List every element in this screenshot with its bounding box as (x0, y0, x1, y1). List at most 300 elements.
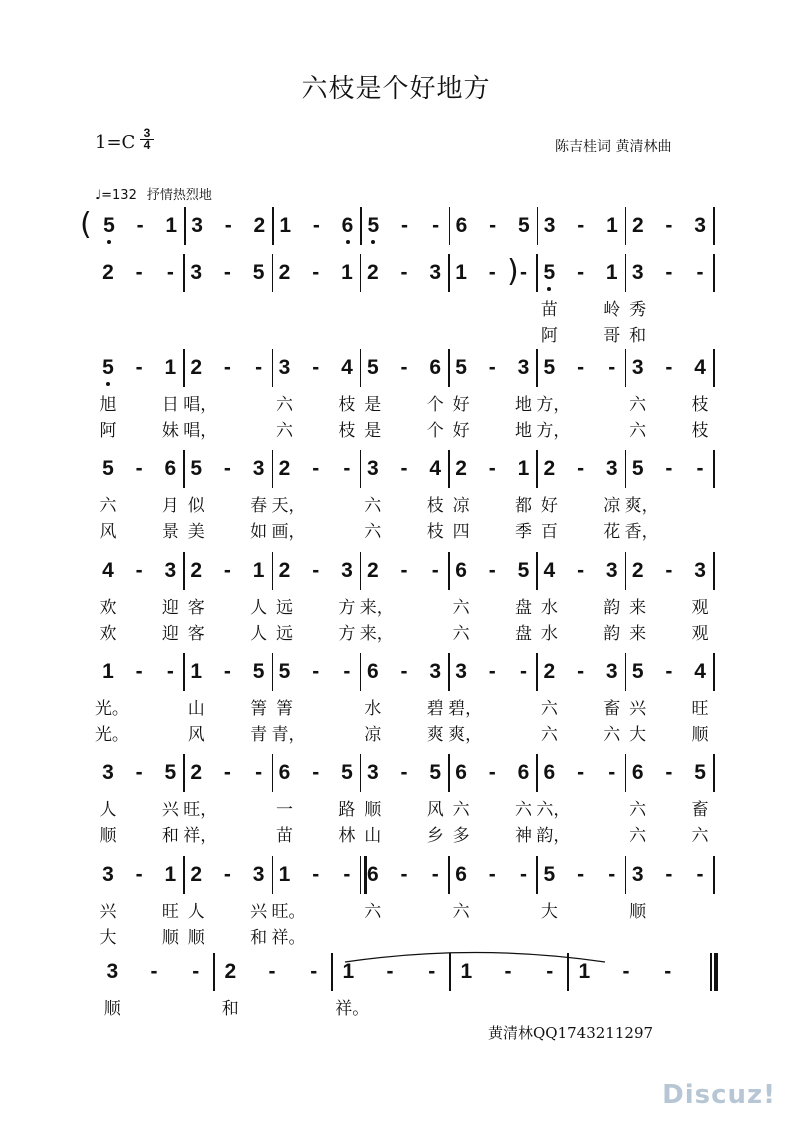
dash-note: - (224, 214, 232, 237)
lyric-syllable: 风 (426, 800, 444, 820)
note: 3 (341, 559, 353, 582)
key-signature: 1=C (95, 132, 136, 153)
note: 1 (165, 214, 178, 237)
note: 6 (164, 457, 177, 480)
dash-note: - (431, 863, 439, 886)
dash-note: - (223, 660, 231, 683)
note: 5 (694, 761, 706, 784)
lyric-syllable: 祥。 (335, 999, 370, 1019)
lyric-syllable: 方， (536, 421, 571, 441)
lyric-syllable: 个 (426, 395, 444, 415)
lyric-syllable: 美 (187, 522, 205, 542)
lyric-syllable: 欢 (99, 598, 117, 618)
lyric-syllable: 青 (250, 725, 268, 745)
lyric-syllable: 旺， (183, 800, 218, 820)
lyric-syllable: 六 (629, 421, 647, 441)
lyric-syllable: 风 (99, 522, 117, 542)
dash-note: - (135, 261, 143, 284)
dash-note: - (386, 960, 394, 983)
lyric-syllable: 枝 (426, 496, 444, 516)
lyric-syllable: 苗 (540, 300, 558, 320)
dash-note: - (577, 261, 585, 284)
lyric-syllable: 顺 (629, 902, 647, 922)
lyric-syllable: 箐 (276, 699, 294, 719)
lyric-syllable: 韵， (536, 826, 571, 846)
barline (713, 754, 715, 792)
lyric-syllable: 人 (187, 902, 205, 922)
lyric-syllable: 六 (629, 800, 647, 820)
note: 3 (102, 761, 114, 784)
lyric-syllable: 凉 (452, 496, 470, 516)
lyric-syllable: 地 (514, 395, 532, 415)
note: 1 (455, 261, 467, 284)
note: 1 (252, 559, 265, 582)
lyric-syllable: 祥。 (271, 928, 306, 948)
lyric-syllable: 爽， (448, 725, 483, 745)
dash-note: - (400, 559, 408, 582)
note: 2 (190, 863, 203, 886)
lyric-syllable: 客 (187, 598, 205, 618)
note: 1 (190, 660, 203, 683)
dash-note: - (135, 863, 143, 886)
lyric-syllable: 碧， (448, 699, 483, 719)
note: 5 (631, 660, 644, 683)
lyric-syllable: 画， (271, 522, 306, 542)
dash-note: - (135, 457, 143, 480)
note: 3 (164, 559, 177, 582)
dash-note: - (664, 960, 672, 983)
note: 5 (341, 761, 353, 784)
note: 3 (605, 559, 618, 582)
lyric-syllable: 迎 (161, 598, 179, 618)
dash-note: - (401, 214, 408, 237)
dash-note: - (622, 960, 630, 983)
lyric-syllable: 人 (250, 624, 268, 644)
lyric-syllable: 一 (276, 800, 294, 820)
dash-note: - (312, 261, 320, 284)
time-signature-top: 3 (140, 128, 154, 140)
lyric-syllable: 六 (99, 496, 117, 516)
lyric-syllable: 青， (271, 725, 306, 745)
note: 4 (102, 559, 114, 582)
note: 4 (429, 457, 442, 480)
repeat-barline (364, 856, 367, 894)
note: 1 (164, 863, 177, 886)
dash-note: - (312, 559, 320, 582)
lyric-syllable: 六 (629, 826, 647, 846)
lyric-syllable: 春 (250, 496, 268, 516)
lyric-syllable: 个 (426, 421, 444, 441)
lyric-syllable: 来 (629, 624, 647, 644)
lyric-syllable: 阿 (99, 421, 117, 441)
note: 6 (517, 761, 530, 784)
lyric-syllable: 和 (161, 826, 179, 846)
note: 2 (102, 261, 114, 284)
lyric-syllable: 都 (514, 496, 532, 516)
note: 3 (605, 660, 618, 683)
note: 5 (362, 215, 384, 237)
lyric-syllable: 旺 (161, 902, 179, 922)
time-signature-bottom: 4 (143, 138, 151, 152)
lyric-syllable: 六 (691, 826, 709, 846)
lyric-syllable: 乡 (426, 826, 444, 846)
lyric-syllable: 山 (187, 699, 205, 719)
lyric-syllable: 六 (514, 800, 532, 820)
note: 3 (631, 261, 644, 284)
note: 4 (694, 660, 706, 683)
lyric-syllable: 远 (276, 624, 294, 644)
note: 2 (253, 214, 266, 237)
dash-note: - (608, 761, 616, 784)
note: 3 (366, 457, 379, 480)
dash-note: - (665, 214, 673, 237)
barline (213, 953, 215, 991)
note: 3 (694, 214, 706, 237)
note: 3 (543, 214, 556, 237)
dash-note: - (135, 761, 143, 784)
dash-note: - (665, 457, 673, 480)
dash-note: - (488, 559, 496, 582)
lyric-syllable: 和 (221, 999, 239, 1019)
lyric-syllable: 天， (271, 496, 306, 516)
dash-note: - (135, 660, 143, 683)
lyric-syllable: 凉 (603, 496, 621, 516)
note: 3 (366, 761, 379, 784)
dash-note: - (665, 761, 673, 784)
note: 6 (455, 863, 467, 886)
dash-note: - (608, 356, 616, 379)
note: 5 (278, 660, 291, 683)
lyric-syllable: 大 (629, 725, 647, 745)
lyric-syllable: 水 (364, 699, 382, 719)
dash-note: - (192, 960, 200, 983)
lyric-syllable: 来， (359, 624, 394, 644)
lyric-syllable: 阿 (540, 326, 558, 346)
note: 3 (429, 660, 442, 683)
lyric-syllable: 光。 (94, 725, 129, 745)
lyric-syllable: 顺 (364, 800, 382, 820)
lyric-syllable: 观 (691, 598, 709, 618)
note: 1 (342, 960, 355, 983)
dash-note: - (312, 214, 320, 237)
dash-note: - (223, 457, 231, 480)
note: 5 (98, 215, 120, 237)
note: 5 (97, 357, 119, 379)
dash-note: - (223, 356, 231, 379)
dash-note: - (400, 356, 408, 379)
note: 5 (366, 356, 379, 379)
lyric-syllable: 枝 (691, 395, 709, 415)
note: 6 (278, 761, 291, 784)
lyric-syllable: 百 (540, 522, 558, 542)
dash-note: - (431, 559, 439, 582)
note: 5 (517, 559, 530, 582)
note: 3 (429, 261, 442, 284)
dash-note: - (166, 261, 174, 284)
dash-note: - (400, 457, 408, 480)
lyric-syllable: 好 (452, 395, 470, 415)
dash-note: - (428, 960, 436, 983)
dash-note: - (488, 457, 496, 480)
note: 1 (578, 960, 591, 983)
note: 2 (190, 559, 203, 582)
lyric-syllable: 观 (691, 624, 709, 644)
dash-note: - (255, 761, 263, 784)
lyric-syllable: 妹 (161, 421, 179, 441)
note: 5 (455, 356, 467, 379)
note: 2 (366, 261, 379, 284)
lyric-syllable: 枝 (338, 395, 356, 415)
lyric-syllable: 枝 (426, 522, 444, 542)
note: 3 (605, 457, 618, 480)
note: 6 (366, 863, 379, 886)
lyric-syllable: 花 (603, 522, 621, 542)
lyric-syllable: 六， (536, 800, 571, 820)
barline (713, 653, 715, 691)
lyric-syllable: 岭 (603, 300, 621, 320)
dash-note: - (577, 214, 585, 237)
note: 6 (366, 660, 379, 683)
dash-note: - (135, 559, 143, 582)
note: 6 (455, 559, 467, 582)
lyric-syllable: 兴 (250, 902, 268, 922)
lyric-syllable: 畜 (691, 800, 709, 820)
paren-close: ) (507, 254, 519, 289)
lyric-syllable: 祥， (183, 826, 218, 846)
lyric-syllable: 水 (540, 624, 558, 644)
time-signature (140, 128, 154, 151)
dash-note: - (577, 559, 585, 582)
lyric-syllable: 山 (364, 826, 382, 846)
dash-note: - (665, 863, 673, 886)
dash-note: - (488, 863, 496, 886)
dash-note: - (696, 457, 704, 480)
dash-note: - (223, 761, 231, 784)
dash-note: - (223, 559, 231, 582)
note: 1 (605, 261, 618, 284)
dash-note: - (665, 660, 673, 683)
lyric-syllable: 大 (99, 928, 117, 948)
note: 2 (366, 559, 379, 582)
note: 2 (455, 457, 467, 480)
lyric-syllable: 枝 (691, 421, 709, 441)
lyric-syllable: 旺。 (271, 902, 306, 922)
note: 2 (190, 356, 203, 379)
note: 3 (106, 960, 119, 983)
note: 1 (460, 960, 473, 983)
lyric-syllable: 六 (452, 624, 470, 644)
note: 2 (543, 660, 556, 683)
lyric-syllable: 碧 (426, 699, 444, 719)
note: 5 (252, 261, 265, 284)
note: 5 (538, 262, 560, 284)
lyric-syllable: 风 (187, 725, 205, 745)
lyric-syllable: 顺 (691, 725, 709, 745)
dash-note: - (546, 960, 554, 983)
lyric-syllable: 景 (161, 522, 179, 542)
lyric-syllable: 来， (359, 598, 394, 618)
lyric-syllable: 六 (540, 699, 558, 719)
note: 4 (543, 559, 556, 582)
expression-mark: 抒情热烈地 (146, 188, 212, 203)
lyric-syllable: 六 (276, 421, 294, 441)
lyric-syllable: 六 (276, 395, 294, 415)
lyric-syllable: 唱， (183, 421, 218, 441)
note: 3 (252, 457, 265, 480)
dash-note: - (519, 261, 527, 284)
lyric-syllable: 旭 (99, 395, 117, 415)
note: 4 (694, 356, 706, 379)
lyric-syllable: 盘 (514, 598, 532, 618)
dash-note: - (489, 214, 497, 237)
lyric-syllable: 月 (161, 496, 179, 516)
note: 6 (455, 214, 468, 237)
lyric-syllable: 六 (452, 598, 470, 618)
lyric-syllable: 和 (629, 326, 647, 346)
note: 5 (517, 214, 530, 237)
barline (713, 856, 715, 894)
lyric-syllable: 韵 (603, 624, 621, 644)
lyric-syllable: 六 (364, 522, 382, 542)
dash-note: - (312, 457, 320, 480)
dash-note: - (488, 356, 496, 379)
lyric-syllable: 方 (338, 598, 356, 618)
lyric-syllable: 兴 (99, 902, 117, 922)
lyric-syllable: 苗 (276, 826, 294, 846)
note: 2 (631, 214, 644, 237)
note: 4 (341, 356, 353, 379)
lyric-syllable: 畜 (603, 699, 621, 719)
dash-note: - (312, 660, 320, 683)
note: 5 (102, 457, 114, 480)
dash-note: - (343, 863, 351, 886)
dash-note: - (223, 261, 231, 284)
dash-note: - (150, 960, 158, 983)
lyric-syllable: 人 (250, 598, 268, 618)
lyric-syllable: 爽， (624, 496, 659, 516)
credits: 陈吉桂词 黄清林曲 (555, 139, 672, 155)
lyric-syllable: 方， (536, 395, 571, 415)
lyric-syllable: 盘 (514, 624, 532, 644)
lyric-syllable: 顺 (187, 928, 205, 948)
note: 5 (543, 863, 556, 886)
dash-note: - (577, 761, 585, 784)
barline (713, 349, 715, 387)
lyric-syllable: 季 (514, 522, 532, 542)
note: 5 (631, 457, 644, 480)
note: 2 (543, 457, 556, 480)
dash-note: - (665, 559, 673, 582)
note: 3 (102, 863, 114, 886)
lyric-syllable: 如 (250, 522, 268, 542)
lyric-syllable: 六 (629, 395, 647, 415)
lyric-syllable: 爽 (426, 725, 444, 745)
note: 2 (190, 761, 203, 784)
lyric-syllable: 光。 (94, 699, 129, 719)
paren-open: ( (80, 207, 92, 242)
lyric-syllable: 和 (250, 928, 268, 948)
dash-note: - (400, 863, 408, 886)
note: 6 (543, 761, 556, 784)
lyric-syllable: 箐 (250, 699, 268, 719)
dash-note: - (400, 761, 408, 784)
barline (567, 953, 569, 991)
lyric-syllable: 六 (364, 902, 382, 922)
lyric-syllable: 六 (603, 725, 621, 745)
dash-note: - (519, 863, 527, 886)
barline (713, 254, 715, 292)
lyric-syllable: 旺 (691, 699, 709, 719)
lyric-syllable: 唱， (183, 395, 218, 415)
dash-note: - (488, 660, 496, 683)
dash-note: - (136, 214, 144, 237)
lyric-syllable: 顺 (99, 826, 117, 846)
dash-note: - (432, 214, 440, 237)
note: 3 (278, 356, 291, 379)
dash-note: - (343, 457, 351, 480)
dash-note: - (310, 960, 318, 983)
note: 3 (631, 863, 644, 886)
lyric-syllable: 多 (452, 826, 470, 846)
lyric-syllable: 似 (187, 496, 205, 516)
note: 3 (190, 261, 203, 284)
dash-note: - (665, 356, 673, 379)
dash-note: - (223, 863, 231, 886)
dash-note: - (268, 960, 276, 983)
dash-note: - (312, 863, 320, 886)
lyric-syllable: 四 (452, 522, 470, 542)
lyric-syllable: 人 (99, 800, 117, 820)
note: 6 (455, 761, 467, 784)
lyric-syllable: 顺 (103, 999, 121, 1019)
lyric-syllable: 枝 (338, 421, 356, 441)
dash-note: - (343, 660, 351, 683)
lyric-syllable: 大 (540, 902, 558, 922)
lyric-syllable: 凉 (364, 725, 382, 745)
note: 2 (224, 960, 237, 983)
dash-note: - (577, 660, 585, 683)
note: 1 (606, 214, 618, 237)
note: 3 (694, 559, 706, 582)
dash-note: - (488, 761, 496, 784)
final-barline (714, 953, 718, 991)
dash-note: - (504, 960, 512, 983)
dash-note: - (488, 261, 496, 284)
note: 3 (631, 356, 644, 379)
dash-note: - (608, 863, 616, 886)
tempo-mark: ♩=132 (95, 188, 137, 203)
note: 6 (631, 761, 644, 784)
note: 5 (164, 761, 177, 784)
barline (713, 207, 715, 245)
note: 2 (278, 559, 291, 582)
final-barline (710, 953, 712, 991)
note: 1 (102, 660, 114, 683)
lyric-syllable: 韵 (603, 598, 621, 618)
note: 1 (517, 457, 530, 480)
dash-note: - (577, 356, 585, 379)
dash-note: - (577, 457, 585, 480)
lyric-syllable: 兴 (629, 699, 647, 719)
lyric-syllable: 好 (540, 496, 558, 516)
barline (449, 953, 451, 991)
note: 1 (279, 214, 292, 237)
note: 5 (190, 457, 203, 480)
lyric-syllable: 欢 (99, 624, 117, 644)
watermark-text: Discuz! (662, 1080, 776, 1110)
barline (331, 953, 333, 991)
note: 6 (429, 356, 442, 379)
